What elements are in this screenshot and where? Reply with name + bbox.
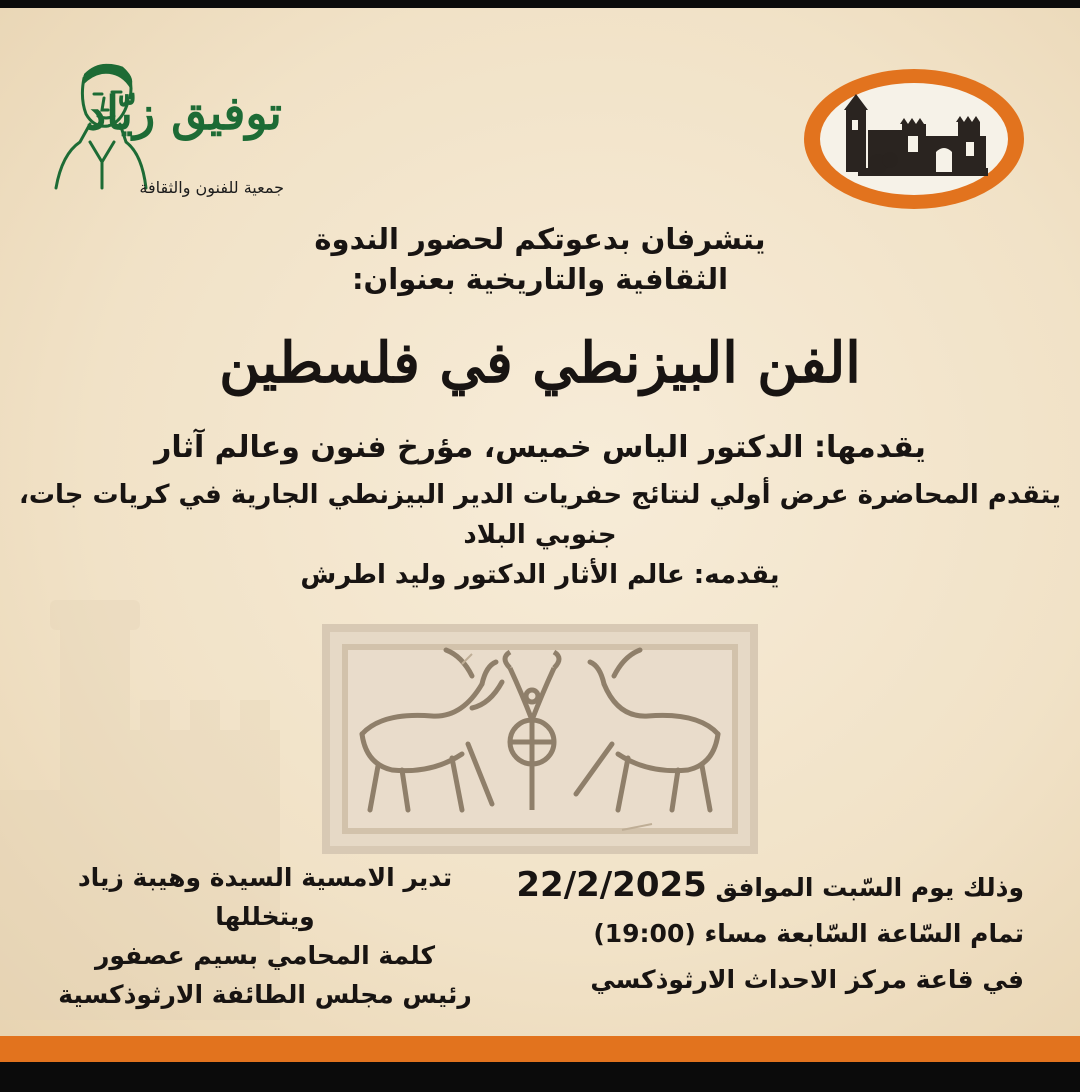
description-line-2: جنوبي البلاد — [463, 520, 617, 550]
host-line-2: ويتخللها — [215, 902, 315, 931]
bottom-border — [0, 1062, 1080, 1092]
event-title: الفن البيزنطي في فلسطين — [219, 330, 861, 396]
council-seal — [798, 64, 1030, 214]
event-venue-line: في قاعة مركز الاحداث الارثوذكسي — [590, 965, 1024, 994]
event-time-line: تمام السّاعة السّابعة مساء (19:00) — [593, 919, 1024, 948]
description-line-1: يتقدم المحاضرة عرض أولي لنتائج حفريات الدير البيزنطي الجارية في كريات جات، — [18, 480, 1062, 510]
orthodox-council-logo — [798, 64, 1030, 214]
logo-name-text: توفيق زيّاد — [85, 86, 282, 140]
tawfiq-zayyad-logo — [50, 58, 290, 208]
logo-subtitle-text: جمعية للفنون والثقافة — [139, 178, 284, 197]
introducer-line: يقدمه: عالم الأثار الدكتور وليد اطرش — [300, 560, 780, 590]
invitation-line-1: يتشرفان بدعوتكم لحضور الندوة — [314, 222, 766, 256]
event-date: 22/2/2025 — [516, 865, 707, 905]
host-line-4: رئيس مجلس الطائفة الارثوذكسية — [58, 980, 472, 1009]
host-line-1: تدير الامسية السيدة وهيبة زياد — [77, 863, 453, 892]
orange-footer-bar — [0, 1036, 1080, 1062]
invitation-line-2: الثقافية والتاريخية بعنوان: — [351, 262, 729, 296]
presenter-line: يقدمها: الدكتور الياس خميس، مؤرخ فنون وعالم آثار — [154, 430, 926, 465]
event-details — [516, 862, 1024, 1003]
event-day-text: وذلك يوم السّبت الموافق — [715, 873, 1024, 902]
byzantine-relief-ibex-cross-icon — [322, 624, 758, 854]
host-line-3: كلمة المحامي بسيم عصفور — [94, 941, 436, 970]
hosts-details — [50, 858, 480, 1014]
event-date-line — [516, 862, 1024, 911]
top-border — [0, 0, 1080, 8]
